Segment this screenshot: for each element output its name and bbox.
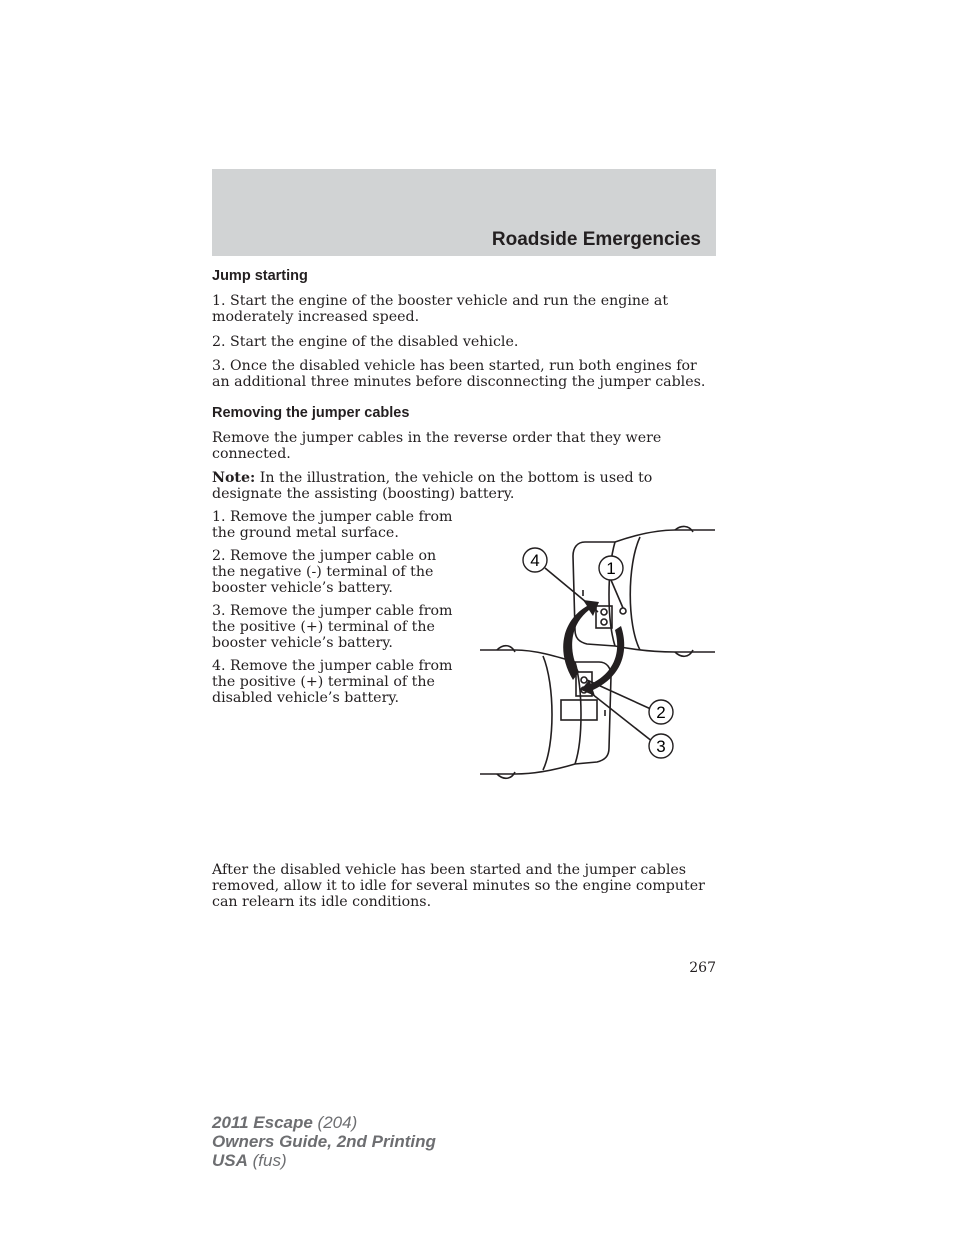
section-title: Roadside Emergencies: [491, 229, 701, 250]
remove-step-2: 2. Remove the jumper cable on the negative (-) terminal of the booster vehicle’s battery.: [212, 548, 437, 597]
remove-step-1: 1. Remove the jumper cable from the ground metal surface.: [212, 509, 453, 542]
footer-model-code: (204): [312, 1113, 358, 1132]
jump-starting-heading: Jump starting: [212, 268, 308, 284]
removing-heading: Removing the jumper cables: [212, 405, 410, 421]
remove-step-3: 3. Remove the jumper cable from the positive (+) terminal of the booster vehicle’s battery.: [212, 603, 453, 652]
page-number: 267: [689, 960, 716, 976]
callout-1: 1: [606, 559, 616, 578]
footer-guide: Owners Guide, 2nd Printing: [212, 1132, 436, 1151]
note-paragraph: [212, 470, 716, 502]
disabled-vehicle: [573, 526, 715, 656]
footer-market-code: (fus): [247, 1151, 287, 1170]
jump-step-1: 1. Start the engine of the booster vehicle and run the engine at moderately increased speed.: [212, 293, 669, 326]
footer-market-line: [212, 1151, 436, 1170]
jumper-cable-illustration: [475, 520, 720, 785]
callout-3: 3: [656, 737, 666, 756]
closing-paragraph: After the disabled vehicle has been started and the jumper cables removed, allow it to idle for several minutes so the engine computer can relearn its idle conditions.: [212, 862, 705, 911]
footer: [212, 1113, 436, 1170]
cable-removal-arrows: [563, 600, 624, 696]
jump-step-3: 3. Once the disabled vehicle has been started, run both engines for an additional three minutes before disconnecting the jumper cables.: [212, 358, 706, 391]
booster-vehicle: [480, 646, 611, 779]
footer-market: USA: [212, 1151, 248, 1170]
header-band: [212, 169, 716, 256]
note-label: Note:: [212, 470, 256, 486]
remove-step-4: 4. Remove the jumper cable from the positive (+) terminal of the disabled vehicle’s battery.: [212, 658, 453, 707]
note-text: In the illustration, the vehicle on the bottom is used to designate the assisting (boosting) battery.: [212, 470, 653, 503]
callout-4: 4: [530, 551, 540, 570]
footer-guide-line: [212, 1132, 436, 1151]
callout-2: 2: [656, 703, 666, 722]
footer-model: 2011 Escape: [212, 1113, 313, 1132]
footer-model-line: [212, 1113, 436, 1132]
jump-step-2: 2. Start the engine of the disabled vehicle.: [212, 334, 519, 350]
removing-intro: Remove the jumper cables in the reverse order that they were connected.: [212, 430, 662, 463]
